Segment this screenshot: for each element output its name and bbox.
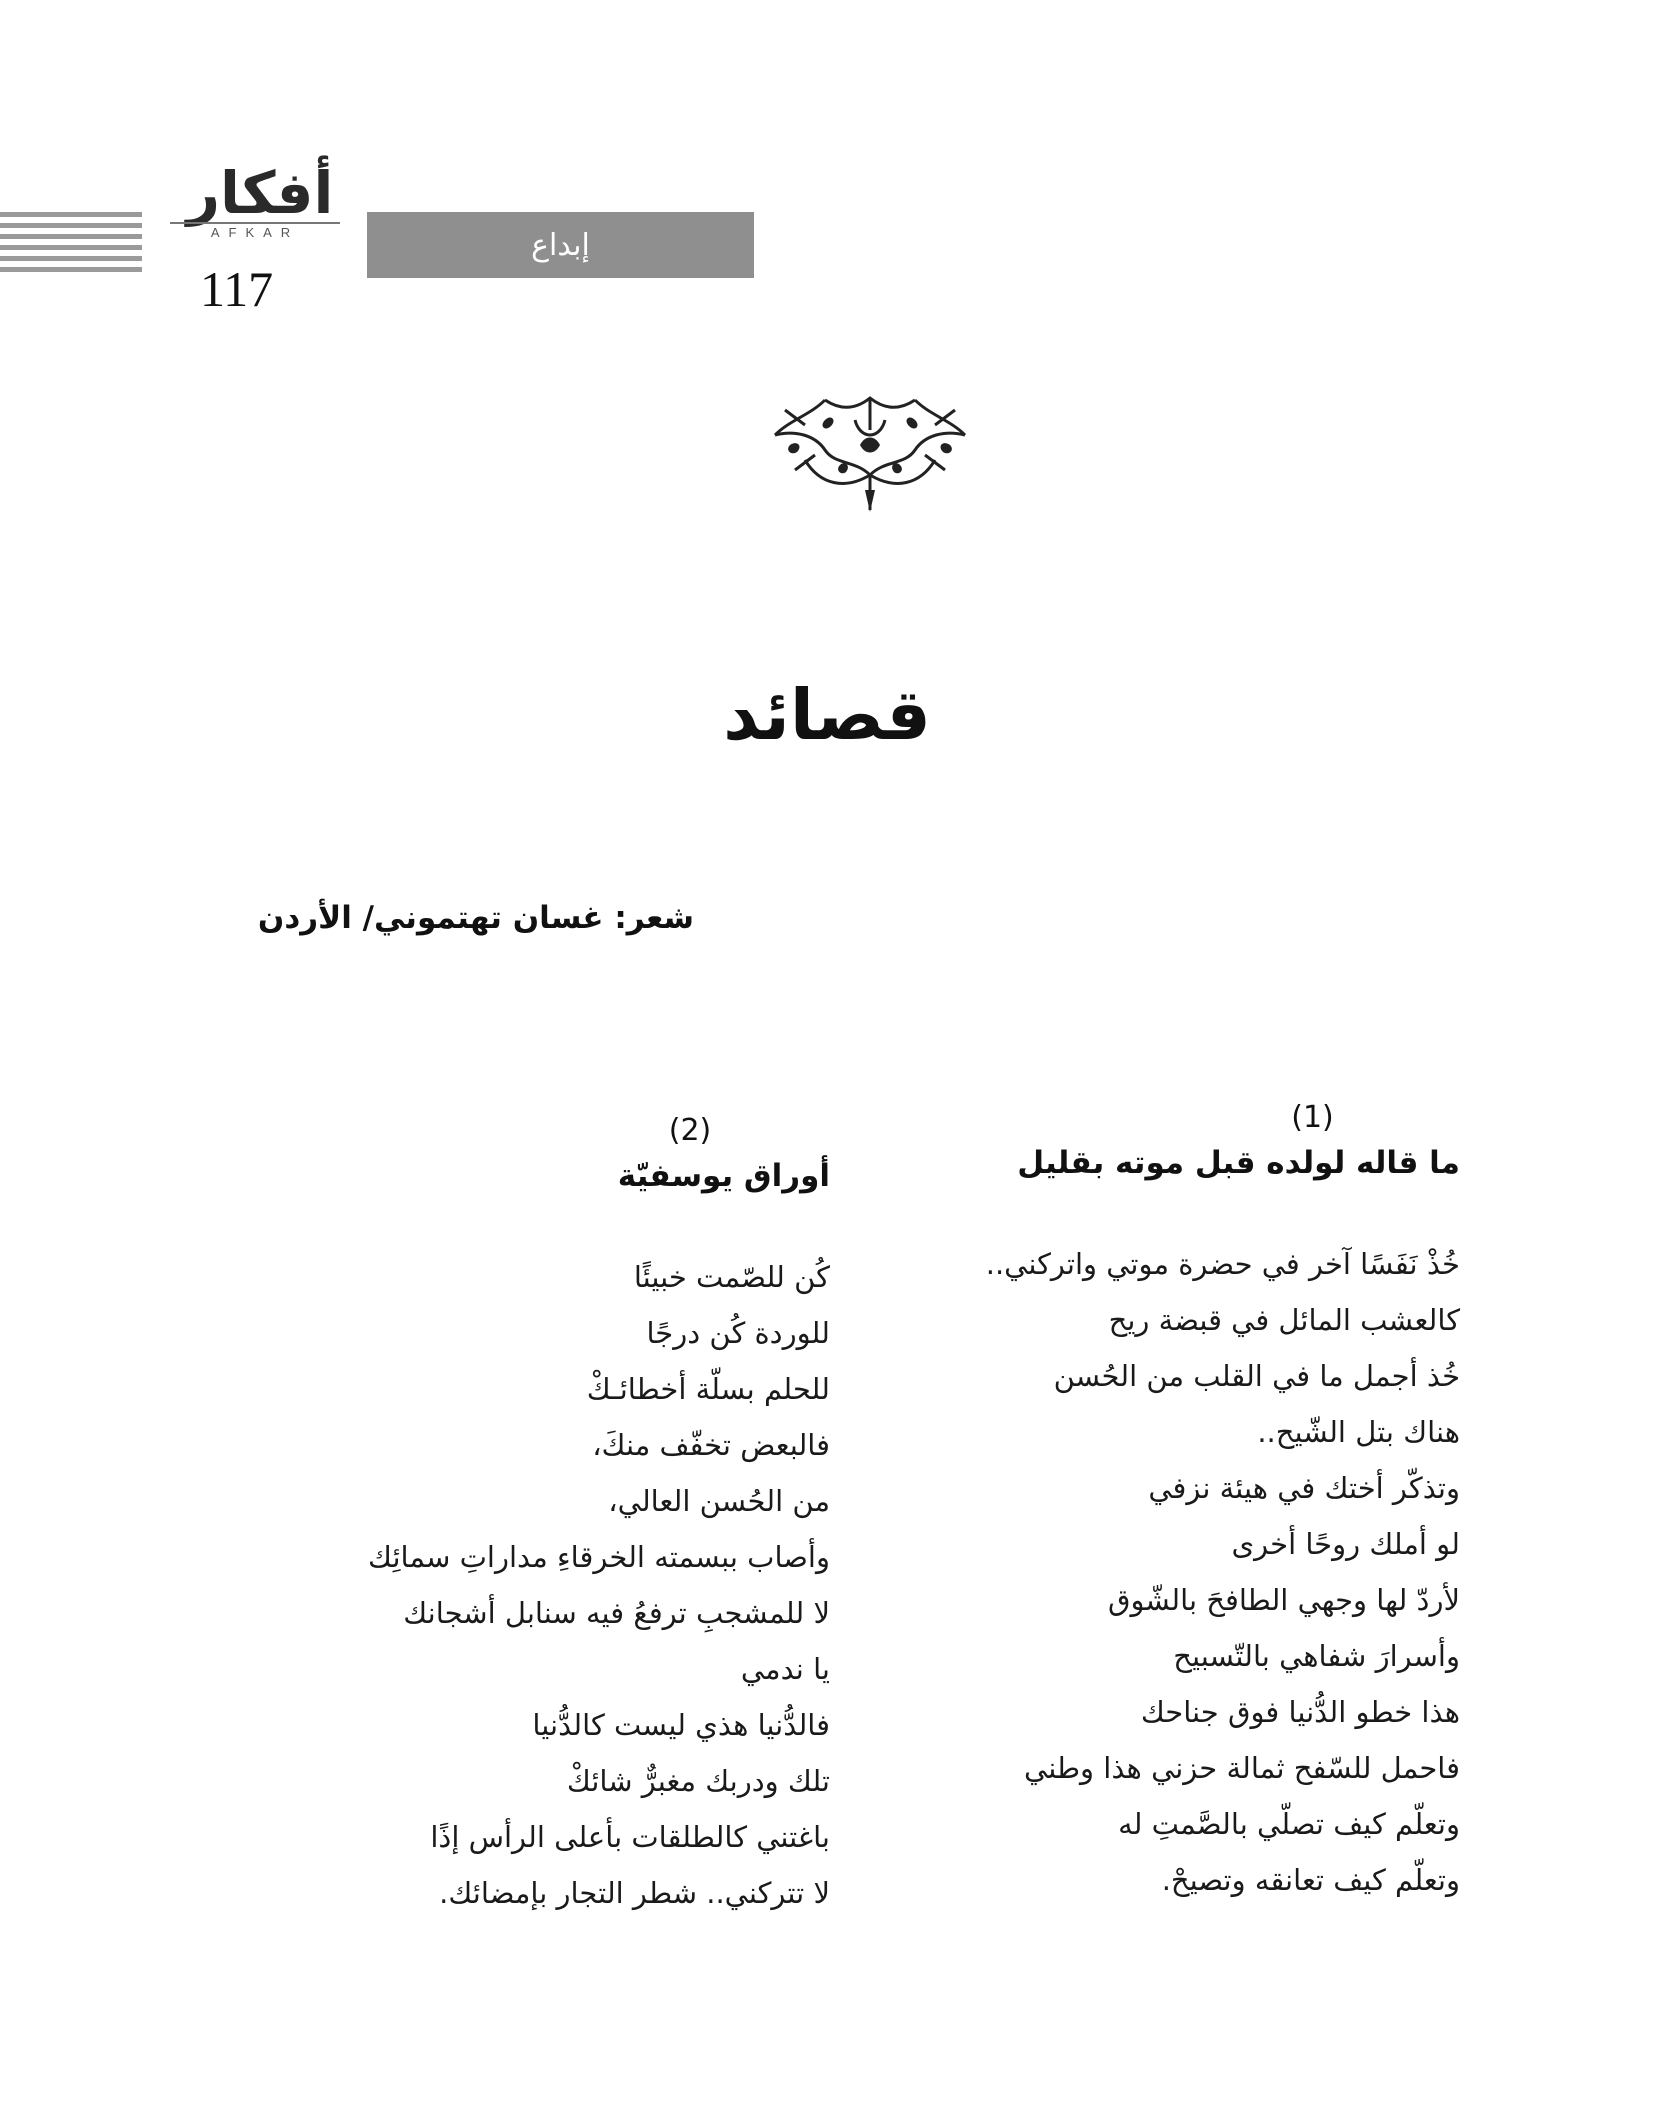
poem-line: لأردّ لها وجهي الطافحَ بالشّوق [1107,1583,1460,1617]
poem-line: لا تتركني.. شطر التجار بإمضائك. [439,1876,830,1910]
poem-line: وتعلّم كيف تعانقه وتصيحْ. [1161,1863,1460,1897]
stripe [0,212,142,217]
stripe [0,256,142,261]
magazine-logo-english: AFKAR [170,222,340,240]
stripe [0,223,142,228]
stripe [0,267,142,272]
poem-line: هناك بتل الشّيح.. [1257,1415,1460,1449]
poem-line: لا للمشجبِ ترفعُ فيه سنابل أشجانك [403,1596,830,1630]
poem-line: خُذْ نَفَسًا آخر في حضرة موتي واتركني.. [985,1247,1460,1281]
poem-line: خُذ أجمل ما في القلب من الحُسن [1053,1359,1460,1393]
poem-line: تلك ودربك مغبرٌّ شائكْ [566,1764,830,1798]
poem-line: وأسرارَ شفاهي بالتّسبيح [1173,1639,1460,1673]
poem-line: وتذكّر أختك في هيئة نزفي [1148,1471,1460,1505]
poem-line: كالعشب المائل في قبضة ريح [1108,1303,1460,1337]
poem-number: (1) [1291,1100,1334,1135]
poem-line: للوردة كُن درجًا [646,1316,830,1350]
poem-line: فالدُّنيا هذي ليست كالدُّنيا [532,1708,830,1742]
poem-lines [330,1249,830,1921]
author-line: شعر: غسان تهتموني/ الأردن [257,900,694,936]
poem-line: لو أملك روحًا أخرى [1231,1527,1460,1561]
stripe [0,234,142,239]
poem-line: من الحُسن العالي، [608,1484,830,1518]
section-label-text: إبداع [531,227,590,263]
page-title: قصائد [723,674,931,756]
section-label [367,212,754,278]
poem-title: ما قاله لولده قبل موته بقليل [1017,1145,1460,1181]
poem-line: يا ندمي [740,1652,830,1686]
poem-line: فاحمل للسّفح ثمالة حزني هذا وطني [1024,1751,1460,1785]
poem-2 [330,1113,830,1921]
magazine-logo-arabic: أفكار [186,159,334,227]
poem-line: هذا خطو الدُّنيا فوق جناحك [1140,1695,1460,1729]
poem-line: باغتني كالطلقات بأعلى الرأس إذًا [430,1820,830,1854]
ornament-svg [765,390,975,515]
poem-line: للحلم بسلّة أخطائـكْ [586,1372,830,1406]
stripe [0,245,142,250]
poem-title: أوراق يوسفيّة [617,1158,830,1194]
poem-line: وأصاب ببسمته الخرقاءِ مداراتِ سمائِك [368,1540,830,1574]
header-stripes [0,212,142,278]
poem-line: كُن للصّمت خبيئًا [633,1260,830,1294]
poem-number: (2) [668,1113,712,1148]
arabesque-ornament-icon [765,390,975,515]
poem-lines [980,1236,1460,1908]
poem-line: فالبعض تخفّف منكَ، [592,1428,830,1462]
poem-1 [980,1100,1460,1908]
poem-line: وتعلّم كيف تصلّي بالصَّمتِ له [1118,1807,1460,1841]
page-number: 117 [200,261,274,317]
